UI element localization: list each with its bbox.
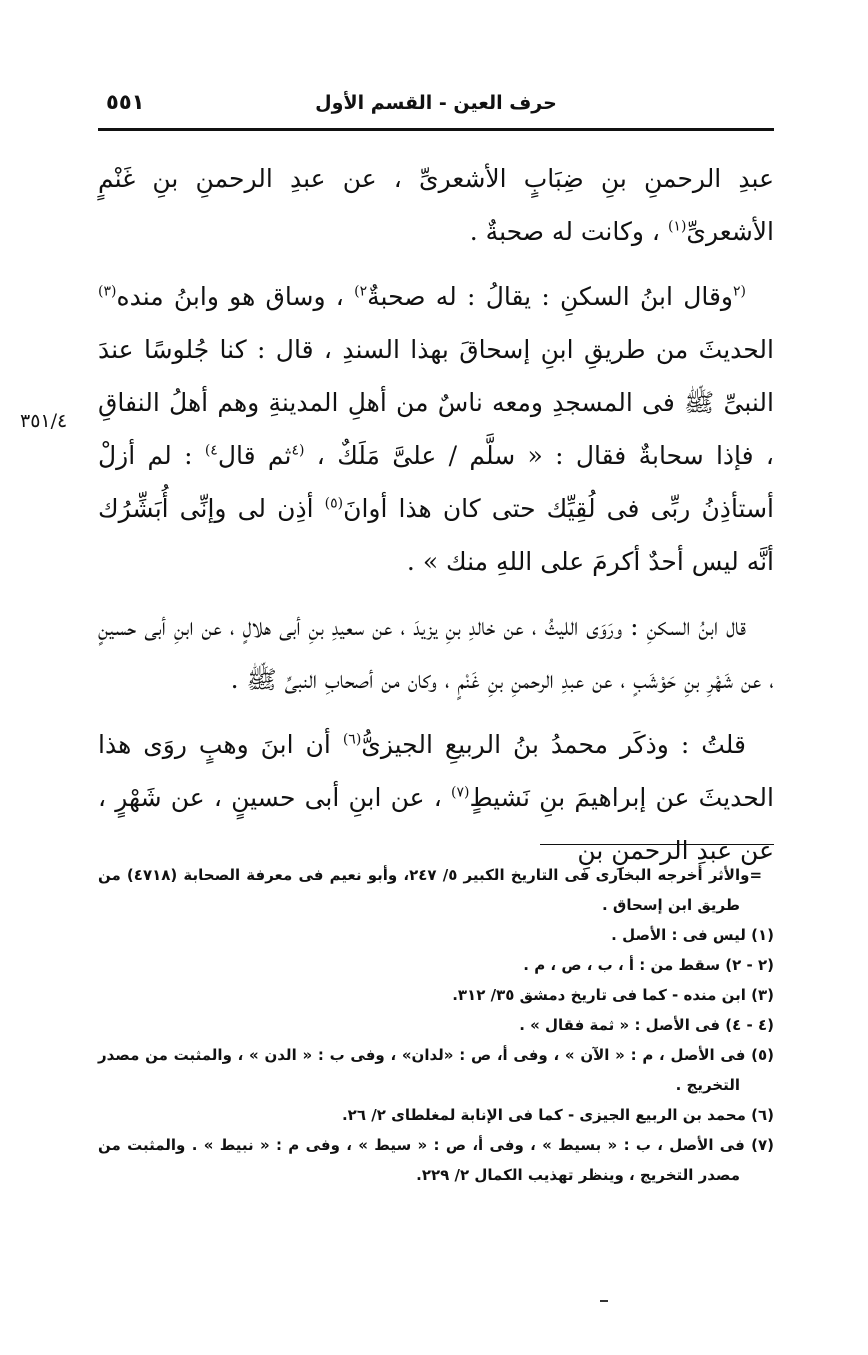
footnote-5: (٥) فى الأصل ، م : « الآن » ، وفى أ، ص : «لدان» ، وفى ب : « الدن » ، والمثبت من مصدر التخريج .: [98, 1046, 774, 1094]
footnote-4: (٤ - ٤) فى الأصل : « ثمة فقال » .: [519, 1016, 774, 1034]
footnote-continuation: =والأثر أخرجه البخارى فى التاريخ الكبير ٥/ ٢٤٧، وأبو نعيم فى معرفة الصحابة (٤٧١٨) من طريق ابن إسحاق .: [98, 866, 763, 914]
page-bottom-mark: [600, 1300, 608, 1302]
p1-text-1: عبدِ الرحمنِ بنِ ضِبَابٍ الأشعرىِّ ، عن عبدِ الرحمنِ بنِ غَنْمٍ الأشعرىِّ: [98, 164, 774, 246]
footnote-marker-3: (٣): [98, 283, 117, 300]
p2-text-2: ، وساق هو وابنُ منده: [116, 282, 355, 311]
p4-text-2: أن ابنَ وهبٍ روَى هذا الحديثَ عن إبراهيمَ بنِ نَشيطٍ: [98, 730, 774, 812]
p4-text-3: ، عن ابنِ أبى حسينٍ ، عن شَهْرٍ ، عن عبدِ الرحمنِ بنِ: [98, 783, 774, 865]
running-title: حرف العين - القسم الأول: [315, 92, 557, 114]
footnote-2: (٢ - ٢) سقط من : أ ، ب ، ص ، م .: [523, 956, 774, 974]
paragraph-2: [98, 270, 774, 588]
p2-text-5: : لم أزلْ أستأذِنُ ربِّى فى لُقِيِّك حتى كان هذا أوانَ: [98, 441, 774, 523]
footnote-6: (٦) محمد بن الربيع الجيزى - كما فى الإنابة لمغلطاى ٢/ ٢٦.: [341, 1106, 774, 1124]
footnote-marker-4-open: (٤: [291, 442, 305, 459]
paragraph-4: [98, 718, 774, 877]
p4-text-1: قلتُ : وذكَر محمدُ بنُ الربيعِ الجيزىُّ: [361, 730, 746, 759]
page-header: [98, 86, 774, 126]
p2-text-4: ثم قال: [217, 441, 292, 470]
p1-text-2: ، وكانت له صحبةٌ .: [469, 217, 668, 246]
header-rule: [98, 128, 774, 131]
p2-text-6: أذِن لى وإنِّى أُبَشِّرُك أنَّه ليس أحدٌ أكرمَ على اللهِ منك » .: [98, 494, 774, 576]
footnote-marker-2-close: ٢): [354, 283, 368, 300]
footnote-separator: [540, 844, 774, 845]
footnote-marker-6: (٦): [342, 731, 362, 748]
page-number: ٥٥١: [106, 90, 145, 114]
p2-text-3: الحديثَ من طريقِ ابنِ إسحاقَ بهذا السندِ ، قال : كنا جُلوسًا عندَ النبىِّ ﷺ فى المسجدِ ومعه ناسٌ من أهلِ المدينةِ وهم أهلُ النفاقِ ، فإذا سحابةٌ فقال : « سلَّم / علىَّ مَلَكٌ ،: [98, 335, 774, 470]
footnote-7: (٧) فى الأصل ، ب : « بسيط » ، وفى أ، ص : « سيط » ، وفى م : « نبيط » . والمثبت من مصدر التخريج ، وينظر تهذيب الكمال ٢/ ٢٢٩.: [98, 1136, 774, 1184]
paragraph-3: قال ابنُ السكنِ : ورَوَى الليثُ ، عن خالدِ بنِ يزيدَ ، عن سعيدِ بنِ أبى هلالٍ ، عن ابنِ أبى حسينٍ ، عن شَهْرِ بنِ حَوْشَبٍ ، عن عبدِ الرحمنِ بنِ غَنْمٍ ، وكان من أصحابِ النبىِّ ﷺ .: [98, 612, 774, 694]
paragraph-1: [98, 152, 774, 258]
margin-volume-page-note: ٣٥١/٤: [20, 410, 68, 432]
footnote-3: (٣) ابن منده - كما فى تاريخ دمشق ٣٥/ ٣١٢.: [452, 986, 774, 1004]
main-text: [98, 152, 774, 889]
footnote-marker-4-close: ٤): [204, 442, 218, 459]
footnote-marker-1: (١): [667, 218, 687, 235]
footnotes: [98, 860, 774, 1190]
footnote-1: (١) ليس فى : الأصل .: [611, 926, 774, 944]
footnote-marker-5: (٥): [324, 495, 344, 512]
p2-text-1: وقال ابنُ السكنِ : يقالُ : له صحبةٌ: [367, 282, 733, 311]
footnote-marker-7: (٧): [450, 784, 470, 801]
footnote-marker-2-open: (٢: [733, 283, 746, 300]
